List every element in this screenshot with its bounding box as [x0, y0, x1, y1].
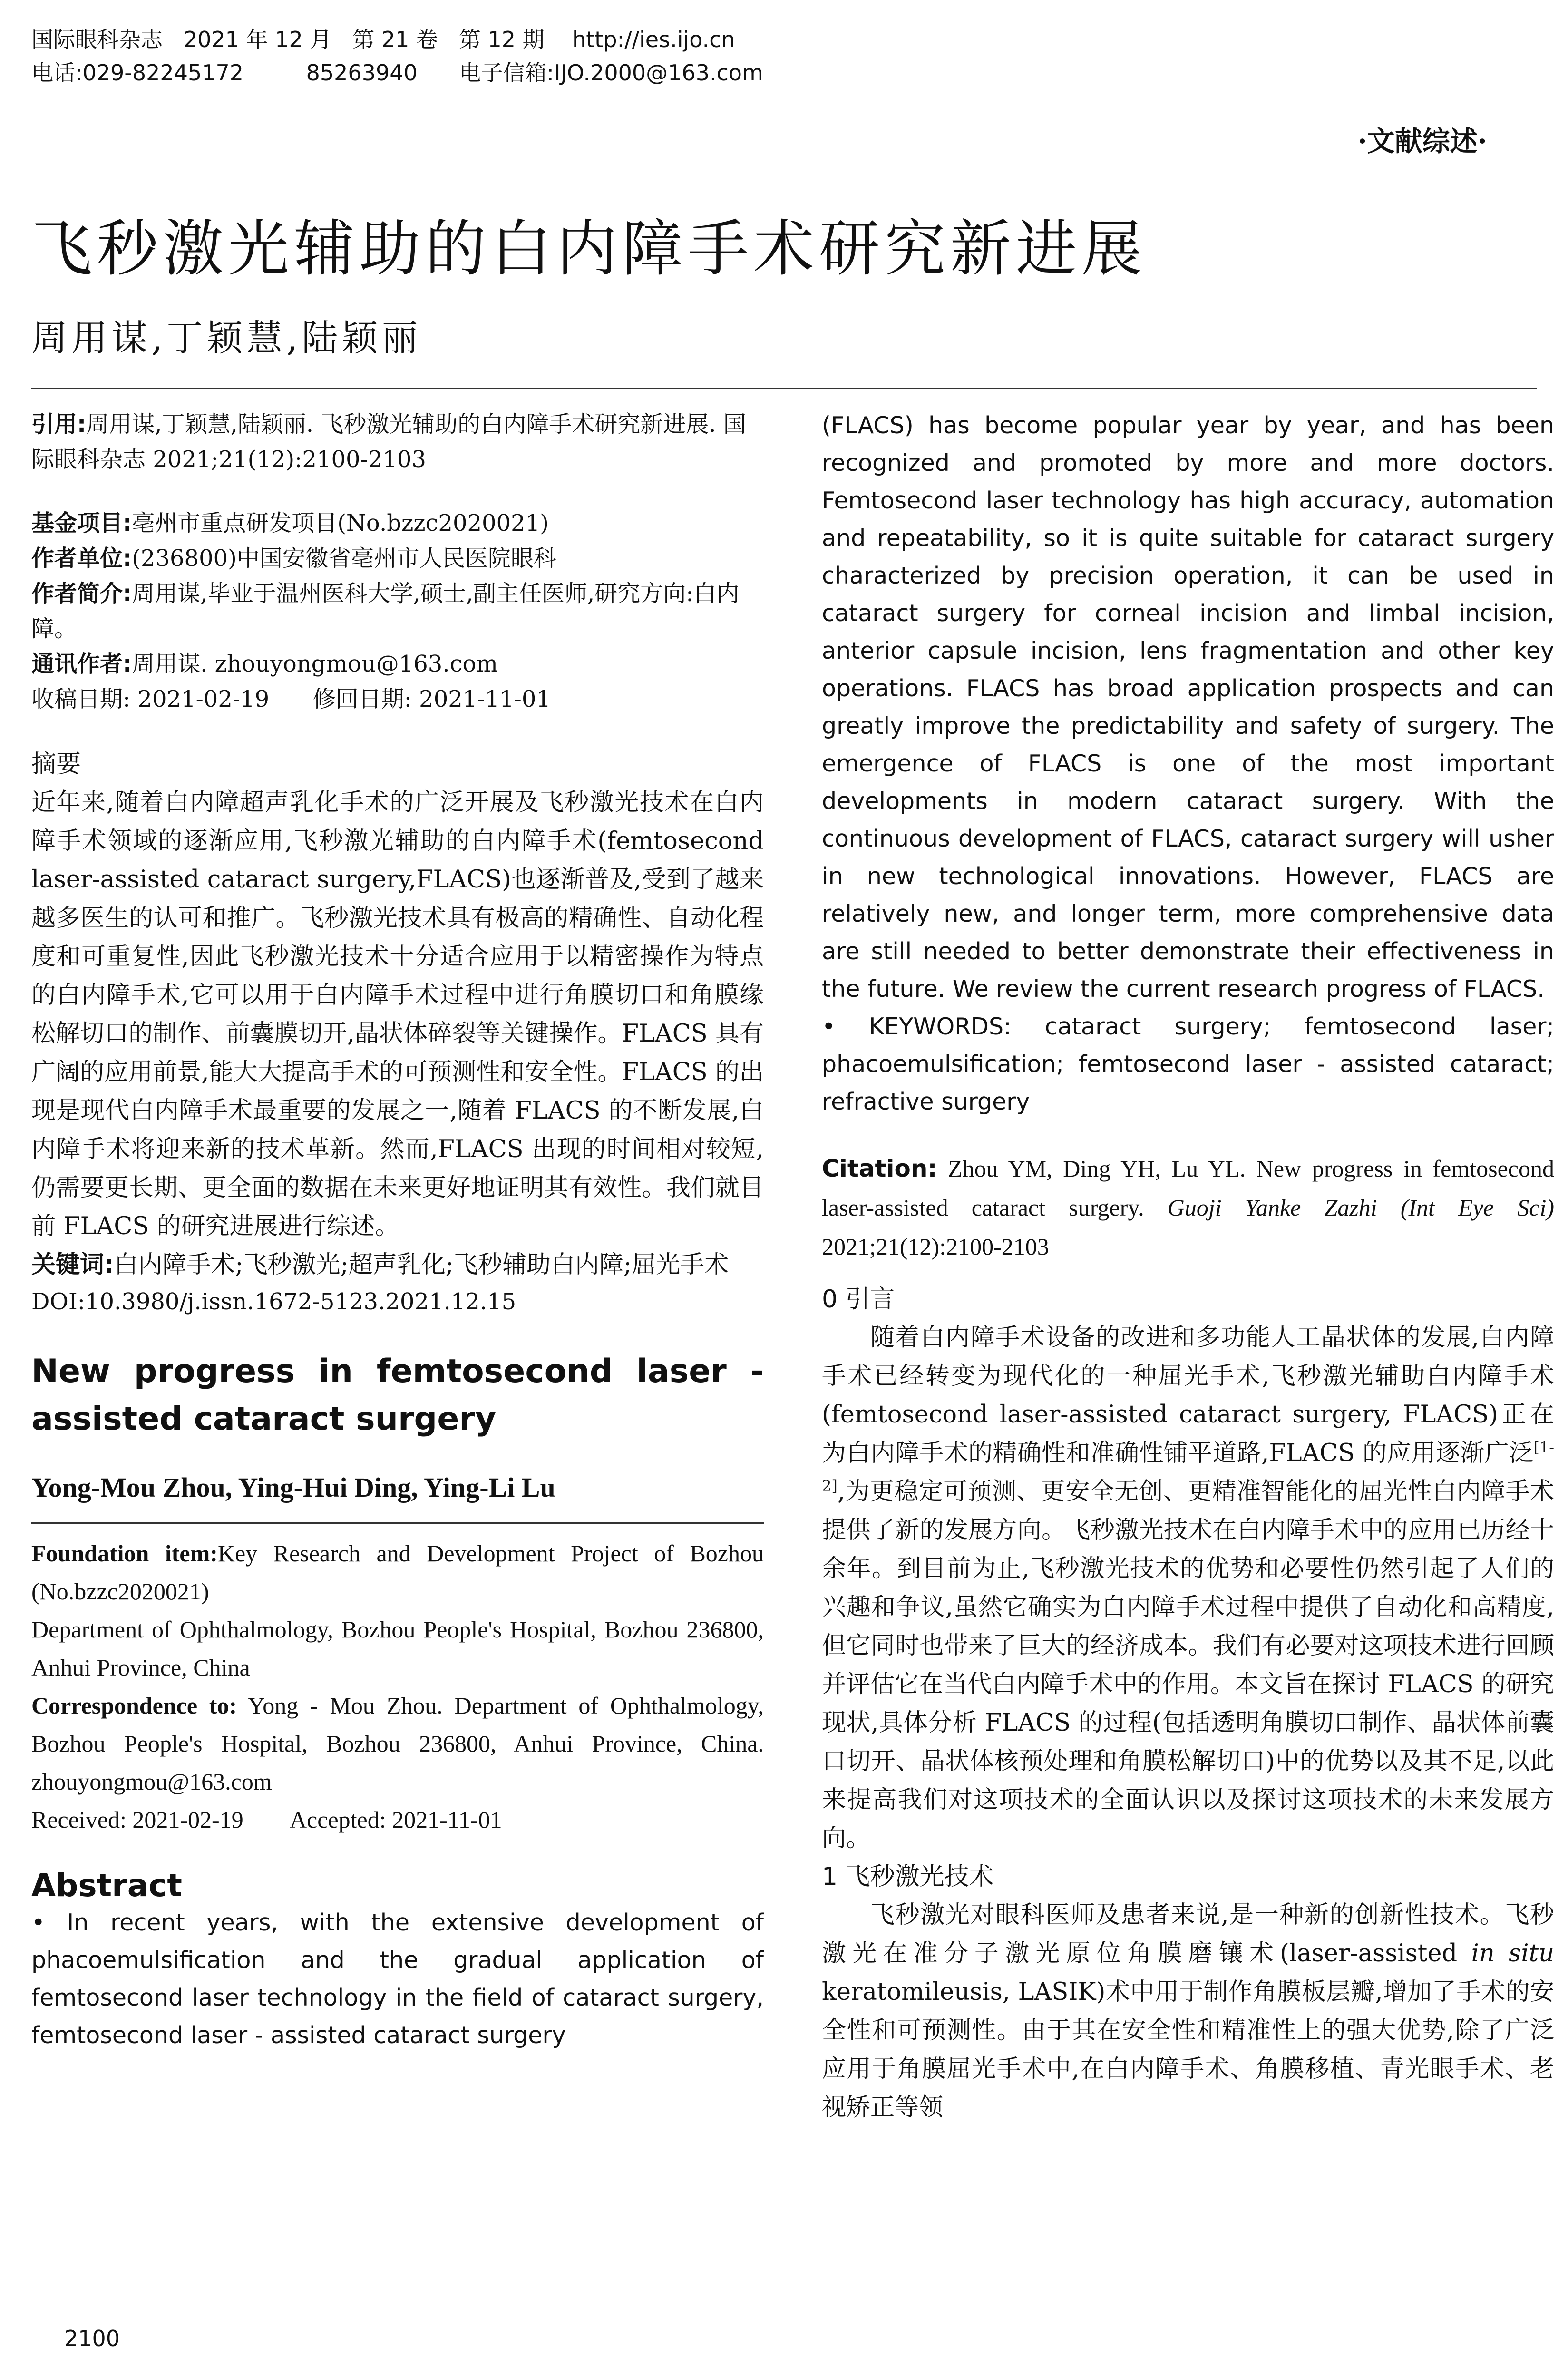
affil-cn — [31, 541, 764, 576]
doi: DOI:10.3980/j.issn.1672-5123.2021.12.15 — [31, 1288, 516, 1315]
abstract-en-heading: Abstract — [31, 1867, 182, 1904]
dates-cn: 收稿日期: 2021-02-19 修回日期: 2021-11-01 — [31, 686, 551, 712]
abstract-en-text-right: (FLACS) has become popular year by year, and has been recognized and promoted by more and more doctors. Femtosecond laser technology has high accuracy, automation and repeatability, so it is quite suitable for cataract surgery characterized by precision operation, it can be used in cataract surgery for corneal incision and limbal incision, anterior capsule incision, lens fragmentation and other key operations. FLACS has broad application prospects and can greatly improve the predictability and safety of surgery. The emergence of FLACS is one of the most important developments in modern cataract surgery. With the continuous development of FLACS, cataract surgery will usher in new technological innovations. However, FLACS are relatively new, and longer term, more comprehensive data are still needed to better demonstrate their effectiveness in the future. We review the current research progress of FLACS. — [822, 412, 1554, 1003]
bio-cn — [31, 576, 764, 646]
bio-cn-label: 作者简介: — [31, 580, 132, 607]
corr-cn-label: 通讯作者: — [31, 651, 132, 677]
dept-en: Department of Ophthalmology, Bozhou People's Hospital, Bozhou 236800, Anhui Province, China — [31, 1616, 764, 1681]
left-column — [31, 407, 764, 2054]
fund-cn-text: 亳州市重点研发项目(No.bzzc2020021) — [132, 510, 549, 536]
authors-en: Yong-Mou Zhou, Ying-Hui Ding, Ying-Li Lu — [31, 1472, 555, 1503]
section1-text-a: 飞秒激光对眼科医师及患者来说,是一种新的创新性技术。飞秒激光在准分子激光原位角膜磨镶术(laser-assisted — [822, 1901, 1554, 1968]
corr-en-text: Yong - Mou Zhou. Department of Ophthalmology, Bozhou People's Hospital, Bozhou 236800, Anhui Province, China. zhouyongmou@163.com — [31, 1692, 764, 1795]
dates-en: Received: 2021-02-19 Accepted: 2021-11-01 — [31, 1806, 502, 1833]
corr-en — [31, 1686, 764, 1801]
abstract-en-text-left: • In recent years, with the extensive development of phacoemulsification and the gradual application of femtosecond laser technology in the field of cataract surgery, femtosecond laser - assisted cataract surgery — [31, 1909, 764, 2049]
intro-ref: [1-2] — [822, 1438, 1554, 1495]
page-number: 2100 — [64, 2326, 120, 2351]
meta-en — [31, 1534, 764, 1839]
affil-cn-text: (236800)中国安徽省亳州市人民医院眼科 — [132, 545, 556, 572]
column-label: ·文献综述· — [1357, 125, 1487, 157]
corr-en-label: Correspondence to: — [31, 1692, 237, 1719]
fund-en-label: Foundation item: — [31, 1540, 218, 1567]
corr-cn-text: 周用谋. zhouyongmou@163.com — [132, 651, 498, 677]
affil-cn-label: 作者单位: — [31, 545, 132, 572]
keywords-cn — [31, 1246, 764, 1284]
citation-en-tail: 2021;21(12):2100-2103 — [822, 1233, 1049, 1260]
intro-text-a: 随着白内障手术设备的改进和多功能人工晶状体的发展,白内障手术已经转变为现代化的一种屈光手术,飞秒激光辅助白内障手术(femtosecond laser-assisted cataract surgery, FLACS)正在为白内障手术的精确性和准确性铺平道路,FLACS 的应用逐渐广泛 — [822, 1324, 1554, 1467]
abstract-cn-heading: 摘要 — [31, 750, 81, 779]
meta-cn — [31, 506, 764, 717]
intro-text-b: ,为更稳定可预测、更安全无创、更精准智能化的屈光性白内障手术提供了新的发展方向。飞秒激光技术在白内障手术中的应用已历经十余年。到目前为止,飞秒激光技术的优势和必要性仍然引起了人们的兴趣和争议,虽然它确实为白内障手术过程中提供了自动化和高精度,但它同时也带来了巨大的经济成本。我们有必要对这项技术进行回顾并评估它在当代白内障手术中的作用。本文旨在探讨 FLACS 的研究现状,具体分析 FLACS 的过程(包括透明角膜切口制作、晶状体前囊口切开、晶状体核预处理和角膜松解切口)中的优势以及其不足,以此来提高我们对这项技术的全面认识以及探讨这项技术的未来发展方向。 — [822, 1478, 1554, 1852]
cite-cn-text: 周用谋,丁颖慧,陆颖丽. 飞秒激光辅助的白内障手术研究新进展. 国际眼科杂志 2021;21(12):2100-2103 — [31, 411, 746, 473]
citation-en-text: Zhou YM, Ding YH, Lu YL. New progress in femtosecond laser-assisted cataract surgery. — [822, 1155, 1555, 1221]
cite-cn-label: 引用: — [31, 411, 87, 438]
article-title-cn: 飞秒激光辅助的白内障手术研究新进展 — [31, 214, 1148, 284]
intro-heading: 0 引言 — [822, 1285, 895, 1314]
fund-cn-label: 基金项目: — [31, 510, 132, 536]
top-divider — [31, 388, 1537, 389]
section1-heading: 1 飞秒激光技术 — [822, 1862, 994, 1891]
bio-cn-text: 周用谋,毕业于温州医科大学,硕士,副主任医师,研究方向:白内障。 — [31, 580, 740, 642]
section1-text-b: keratomileusis, LASIK)术中用于制作角膜板层瓣,增加了手术的安全性和可预测性。由于其在安全性和精准性上的强大优势,除了广泛应用于角膜屈光手术中,在白内障手术、角膜移植、青光眼手术、老视矫正等领 — [822, 1978, 1554, 2122]
citation-en-journal: Guoji Yanke Zazhi (Int Eye Sci) — [1167, 1194, 1554, 1221]
authors-cn: 周用谋,丁颖慧,陆颖丽 — [31, 317, 422, 359]
keywords-en: • KEYWORDS: cataract surgery; femtosecond laser; phacoemulsification; femtosecond laser - assisted cataract; refractive surgery — [822, 1013, 1554, 1115]
header-line-contact: 电话:029-82245172 85263940 电子信箱:IJO.2000@163.com — [31, 60, 763, 86]
corr-cn — [31, 646, 764, 682]
journal-header — [31, 23, 1125, 89]
section1-text-italic: in situ — [1471, 1939, 1554, 1968]
citation-en — [822, 1149, 1554, 1266]
fund-cn — [31, 506, 764, 541]
citation-en-label: Citation: — [822, 1155, 937, 1182]
right-column — [822, 407, 1554, 2127]
section1-paragraph — [822, 1896, 1554, 2127]
cite-cn — [31, 407, 764, 477]
fund-en — [31, 1534, 764, 1610]
header-line-journal: 国际眼科杂志 2021 年 12 月 第 21 卷 第 12 期 http://ies.ijo.cn — [31, 27, 735, 52]
article-title-en: New progress in femtosecond laser - assisted cataract surgery — [31, 1353, 764, 1438]
abstract-cn-text: 近年来,随着白内障超声乳化手术的广泛开展及飞秒激光技术在白内障手术领域的逐渐应用,飞秒激光辅助的白内障手术(femtosecond laser-assisted cataract surgery,FLACS)也逐渐普及,受到了越来越多医生的认可和推广。飞秒激光技术具有极高的精确性、自动化程度和可重复性,因此飞秒激光技术十分适合应用于以精密操作为特点的白内障手术,它可以用于白内障手术过程中进行角膜切口和角膜缘松解切口的制作、前囊膜切开,晶状体碎裂等关键操作。FLACS 具有广阔的应用前景,能大大提高手术的可预测性和安全性。FLACS 的出现是现代白内障手术最重要的发展之一,随着 FLACS 的不断发展,白内障手术将迎来新的技术革新。然而,FLACS 出现的时间相对较短,仍需要更长期、更全面的数据在未来更好地证明其有效性。我们就目前 FLACS 的研究进展进行综述。 — [31, 789, 764, 1240]
intro-paragraph — [822, 1318, 1554, 1858]
keywords-cn-text: 白内障手术;飞秒激光;超声乳化;飞秒辅助白内障;屈光手术 — [114, 1251, 729, 1279]
keywords-cn-label: 关键词: — [31, 1251, 114, 1279]
fund-en-text: Key Research and Development Project of Bozhou (No.bzzc2020021) — [31, 1540, 764, 1605]
